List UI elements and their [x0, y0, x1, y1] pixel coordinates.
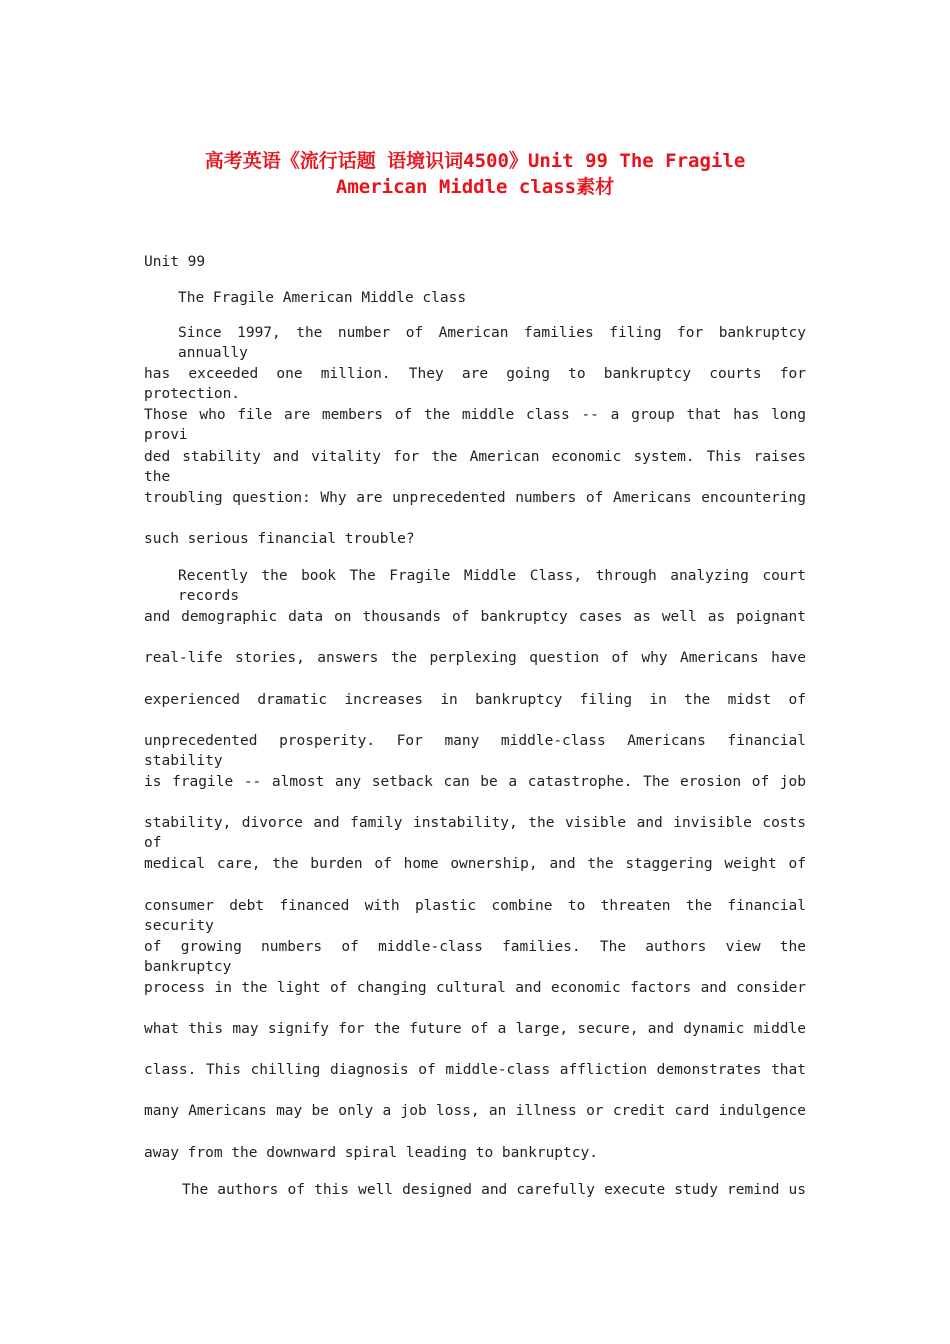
paragraph-line: away from the downward spiral leading to bankruptcy. — [144, 1144, 598, 1161]
paragraph-3 — [144, 1180, 806, 1221]
paragraph-line: Since 1997, the number of American families filing for bankruptcy annually — [178, 325, 806, 361]
paragraph-line: troubling question: Why are unprecedented numbers of Americans encountering — [144, 489, 806, 506]
section-subtitle: The Fragile American Middle class — [178, 290, 467, 306]
title-line-1: 高考英语《流行话题 语境识词4500》Unit 99 The Fragile — [204, 150, 746, 172]
paragraph-line: Recently the book The Fragile Middle Class, through analyzing court records — [178, 568, 806, 604]
paragraph-line: of growing numbers of middle-class families. The authors view the bankruptcy — [144, 938, 806, 975]
paragraph-line: unprecedented prosperity. For many middle-class Americans financial stability — [144, 732, 806, 769]
paragraph-2 — [144, 566, 806, 1184]
document-title — [140, 148, 810, 200]
paragraph-line: The authors of this well designed and carefully execute study remind us — [182, 1182, 806, 1198]
paragraph-line: experienced dramatic increases in bankruptcy filing in the midst of — [144, 691, 806, 708]
paragraph-line: ded stability and vitality for the American economic system. This raises the — [144, 448, 806, 485]
paragraph-line: class. This chilling diagnosis of middle-class affliction demonstrates that — [144, 1062, 806, 1079]
paragraph-line: real-life stories, answers the perplexing question of why Americans have — [144, 650, 806, 667]
paragraph-line: has exceeded one million. They are going to bankruptcy courts for protection. — [144, 366, 806, 403]
paragraph-1 — [144, 323, 806, 570]
paragraph-line: is fragile -- almost any setback can be a catastrophe. The erosion of job — [144, 773, 806, 790]
paragraph-line: Those who file are members of the middle class -- a group that has long provi — [144, 407, 806, 444]
paragraph-line: process in the light of changing cultural and economic factors and consider — [144, 979, 806, 996]
unit-label: Unit 99 — [144, 254, 206, 270]
paragraph-line: such serious financial trouble? — [144, 530, 415, 547]
paragraph-line: consumer debt financed with plastic combine to threaten the financial security — [144, 897, 806, 934]
paragraph-line: stability, divorce and family instability, the visible and invisible costs of — [144, 815, 806, 852]
paragraph-line: and demographic data on thousands of bankruptcy cases as well as poignant — [144, 609, 806, 626]
paragraph-line: what this may signify for the future of a large, secure, and dynamic middle — [144, 1021, 806, 1038]
title-line-2: American Middle class素材 — [335, 176, 615, 198]
paragraph-line: medical care, the burden of home ownership, and the staggering weight of — [144, 856, 806, 873]
paragraph-line: many Americans may be only a job loss, an illness or credit card indulgence — [144, 1103, 806, 1120]
